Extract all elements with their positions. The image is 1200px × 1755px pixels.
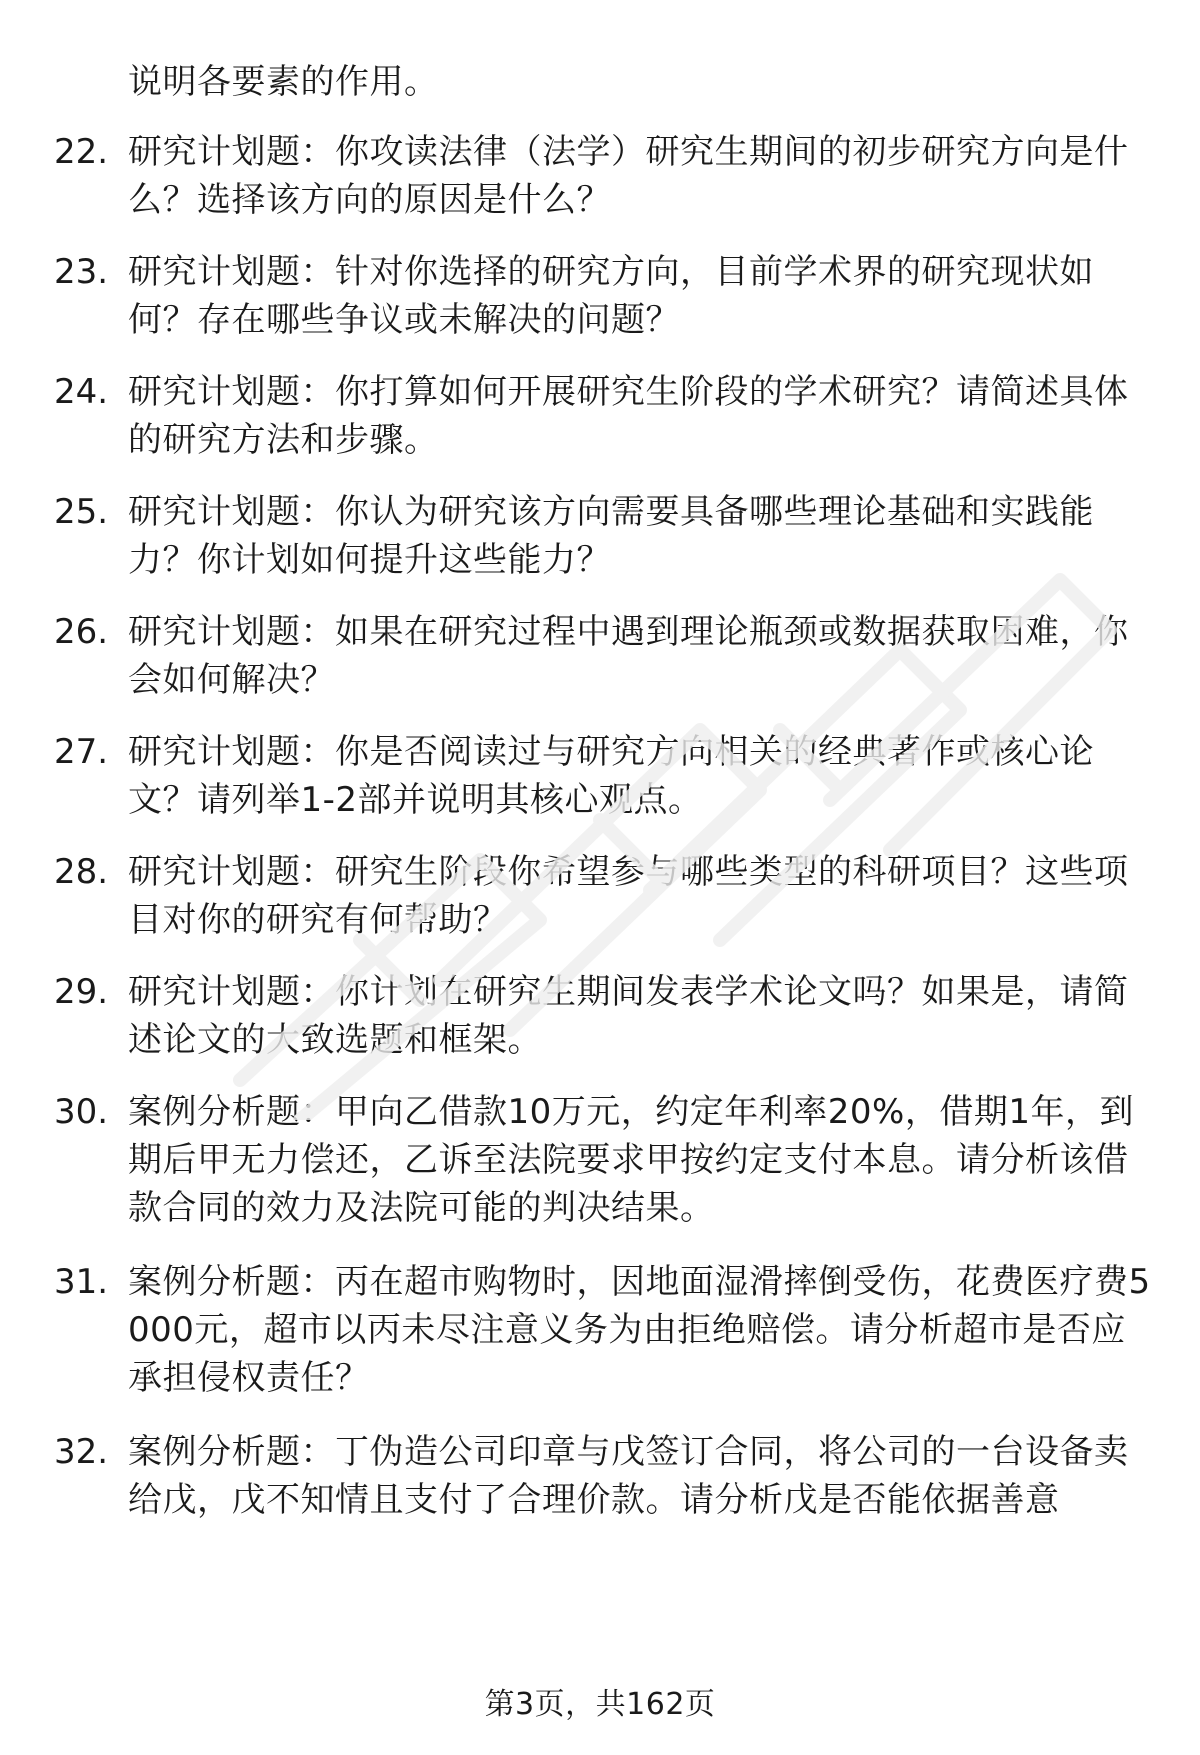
question-number: 22.	[54, 132, 109, 172]
question-number: 25.	[54, 492, 109, 532]
question-number: 29.	[54, 972, 109, 1012]
continuation-text: 说明各要素的作用。	[128, 62, 439, 102]
question-text: 案例分析题：丙在超市购物时，因地面湿滑摔倒受伤，花费医疗费5000元，超市以丙未尽注意义务为由拒绝赔偿。请分析超市是否应承担侵权责任？	[128, 1262, 1151, 1398]
question-number: 31.	[54, 1262, 109, 1302]
question-number: 27.	[54, 732, 109, 772]
question-text: 研究计划题：你计划在研究生期间发表学术论文吗？如果是，请简述论文的大致选题和框架。	[128, 972, 1129, 1060]
question-number: 30.	[54, 1092, 109, 1132]
page-footer: 第3页，共162页	[484, 1687, 716, 1722]
question-text: 案例分析题：丁伪造公司印章与戊签订合同，将公司的一台设备卖给戊，戊不知情且支付了合理价款。请分析戊是否能依据善意	[128, 1432, 1129, 1520]
question-number: 23.	[54, 252, 109, 292]
question-text: 案例分析题：甲向乙借款10万元，约定年利率20%，借期1年，到期后甲无力偿还，乙诉至法院要求甲按约定支付本息。请分析该借款合同的效力及法院可能的判决结果。	[128, 1092, 1134, 1228]
question-text: 研究计划题：如果在研究过程中遇到理论瓶颈或数据获取困难，你会如何解决？	[128, 612, 1129, 700]
question-text: 研究计划题：你打算如何开展研究生阶段的学术研究？请简述具体的研究方法和步骤。	[128, 372, 1129, 460]
question-text: 研究计划题：你是否阅读过与研究方向相关的经典著作或核心论文？请列举1-2部并说明其核心观点。	[128, 732, 1094, 820]
question-text: 研究计划题：你认为研究该方向需要具备哪些理论基础和实践能力？你计划如何提升这些能力？	[128, 492, 1094, 580]
question-text: 研究计划题：你攻读法律（法学）研究生期间的初步研究方向是什么？选择该方向的原因是什么？	[128, 132, 1129, 220]
question-text: 研究计划题：研究生阶段你希望参与哪些类型的科研项目？这些项目对你的研究有何帮助？	[128, 852, 1129, 940]
question-text: 研究计划题：针对你选择的研究方向，目前学术界的研究现状如何？存在哪些争议或未解决的问题？	[128, 252, 1094, 340]
question-number: 24.	[54, 372, 109, 412]
question-number: 32.	[54, 1432, 109, 1472]
question-number: 26.	[54, 612, 109, 652]
question-number: 28.	[54, 852, 109, 892]
